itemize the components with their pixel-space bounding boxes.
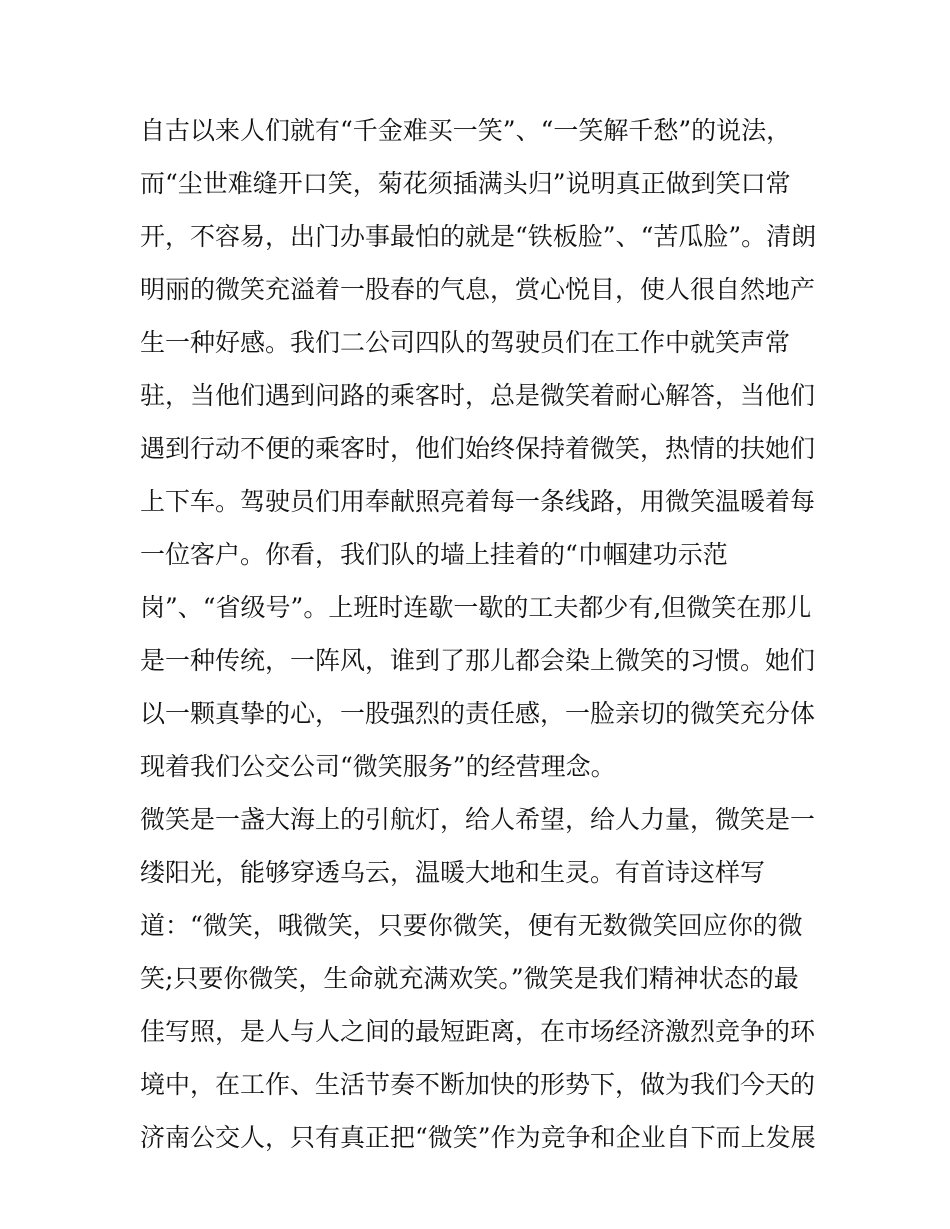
text-line: 岗”、“省级号”。上班时连歇一歇的工夫都少有,但微笑在那儿 — [140, 593, 812, 622]
text-line: 开，不容易，出门办事最怕的就是“铁板脸”、“苦瓜脸”。清朗 — [140, 222, 817, 251]
text-line: 微笑是一盏大海上的引航灯，给人希望，给人力量，微笑是一 — [140, 805, 816, 834]
text-line: 生一种好感。我们二公司四队的驾驶员们在工作中就笑声常 — [140, 328, 791, 357]
text-line: 是一种传统，一阵风，谁到了那儿都会染上微笑的习惯。她们 — [140, 646, 816, 675]
text-line: 一位客户。你看，我们队的墙上挂着的“巾帼建功示范 — [140, 540, 728, 569]
text-line: 明丽的微笑充溢着一股春的气息，赏心悦目，使人很自然地产 — [140, 275, 816, 304]
text-line: 缕阳光，能够穿透乌云，温暖大地和生灵。有首诗这样写 — [140, 858, 766, 887]
text-line: 自古以来人们就有“千金难买一笑”、“一笑解千愁”的说法， — [140, 116, 792, 145]
text-line: 笑;只要你微笑，生命就充满欢笑。”微笑是我们精神状态的最 — [140, 964, 799, 993]
text-line: 现着我们公交公司“微笑服务”的经营理念。 — [140, 752, 616, 781]
text-line: 佳写照，是人与人之间的最短距离，在市场经济激烈竞争的环 — [140, 1017, 816, 1046]
body-text — [140, 110, 830, 1170]
text-line: 境中，在工作、生活节奏不断加快的形势下，做为我们今天的 — [140, 1070, 816, 1099]
text-line: 济南公交人，只有真正把“微笑”作为竞争和企业自下而上发展 — [140, 1123, 816, 1152]
text-line: 驻，当他们遇到问路的乘客时，总是微笑着耐心解答，当他们 — [140, 381, 816, 410]
text-line: 而“尘世难缝开口笑，菊花须插满头归”说明真正做到笑口常 — [140, 169, 791, 198]
text-line: 以一颗真挚的心，一股强烈的责任感，一脸亲切的微笑充分体 — [140, 699, 816, 728]
text-line: 上下车。驾驶员们用奉献照亮着每一条线路，用微笑温暖着每 — [140, 487, 816, 516]
text-line: 遇到行动不便的乘客时，他们始终保持着微笑，热情的扶她们 — [140, 434, 816, 463]
text-line: 道：“微笑，哦微笑，只要你微笑，便有无数微笑回应你的微 — [140, 911, 803, 940]
